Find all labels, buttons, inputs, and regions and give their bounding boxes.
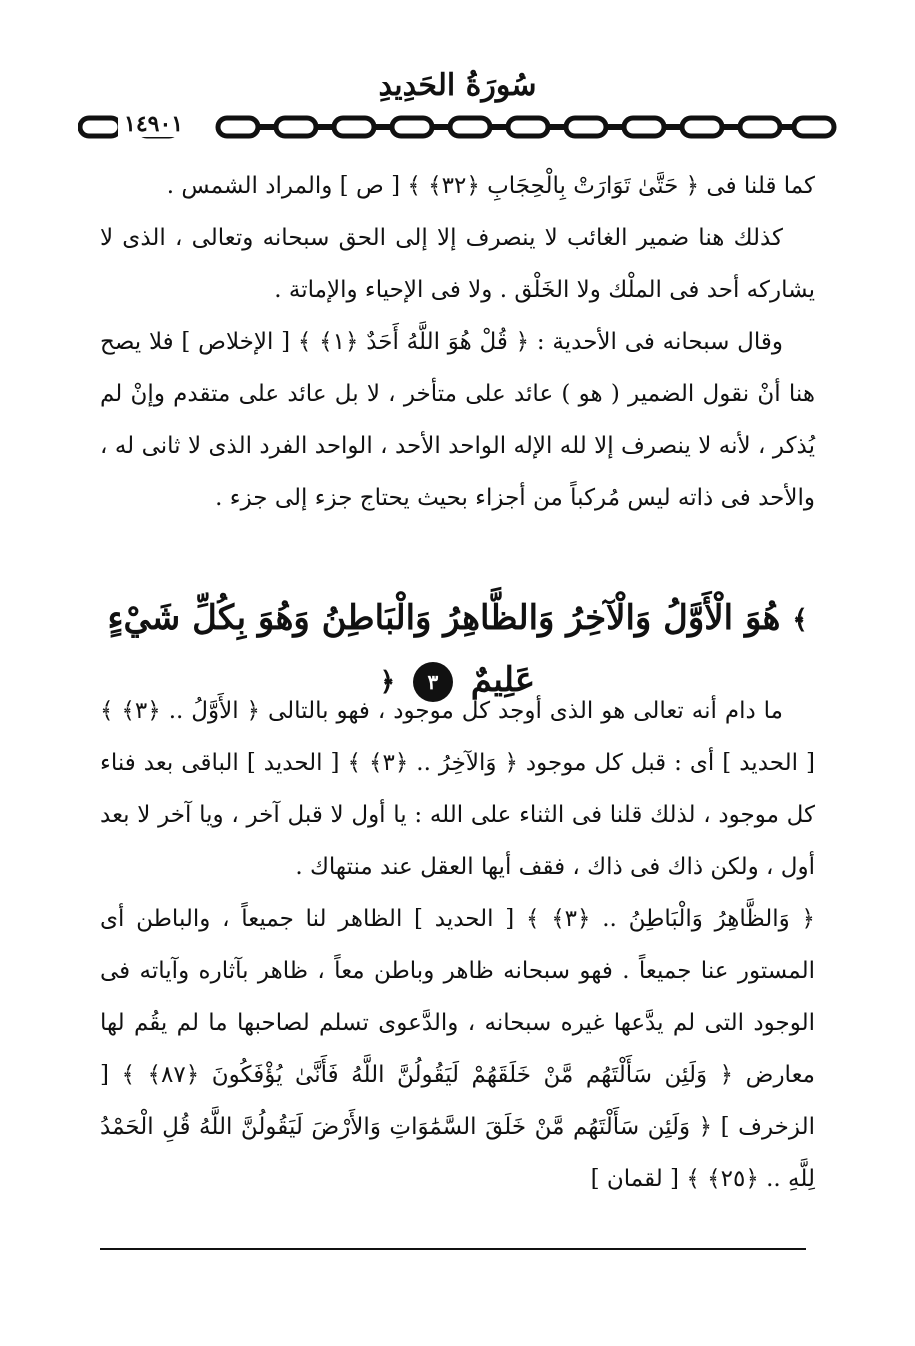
- text-block-top: [100, 160, 815, 524]
- paragraph: وقال سبحانه فى الأحدية : ﴿ قُلْ هُوَ اللَّهُ أَحَدٌ ﴿١﴾ ﴾ [ الإخلاص ] فلا يصح هنا أنْ نقول الضمير ( هو ) عائد على متأخر ، لا بل عائد على متقدم وإنْ لم يُذكر ، لأنه لا ينصرف إلا لله الإله الواحد الأحد ، الواحد الفرد الذى لا ثانى له ، والأحد فى ذاته ليس مُركباً من أجزاء بحيث يحتاج جزء إلى جزء .: [100, 329, 815, 511]
- verse-bracket-icon: ﴿: [379, 667, 396, 697]
- text-block-bottom: [100, 685, 815, 1205]
- verse-number: ٣: [413, 662, 453, 702]
- footer-rule: [100, 1248, 806, 1250]
- sura-title: سُورَةُ الحَدِيدِ: [378, 68, 537, 103]
- verse-bracket-icon: ﴾: [792, 605, 808, 635]
- chain-ornament: [78, 113, 838, 141]
- paragraph: كما قلنا فى ﴿ حَتَّىٰ تَوَارَتْ بِالْحِجَابِ ﴿٣٢﴾ ﴾ [ ص ] والمراد الشمس .: [166, 173, 815, 199]
- paragraph: كذلك هنا ضمير الغائب لا ينصرف إلا إلى الحق سبحانه وتعالى ، الذى لا يشاركه أحد فى الملْك ولا الخَلْق . ولا فى الإحياء والإماتة .: [100, 225, 815, 303]
- verse-text: هُوَ الْأَوَّلُ وَالْآخِرُ وَالظَّاهِرُ وَالْبَاطِنُ وَهُوَ بِكُلِّ شَيْءٍ عَلِيمٌ: [107, 598, 781, 700]
- paragraph: ما دام أنه تعالى هو الذى أوجد كل موجود ، فهو بالتالى ﴿ الأَوَّلُ .. ﴿٣﴾ ﴾ [ الحديد ] أى : قبل كل موجود ﴿ وَالآخِرُ .. ﴿٣﴾ ﴾ [ الحديد ] الباقى بعد فناء كل موجود ، لذلك قلنا فى الثناء على الله : يا أول لا قبل آخر ، ويا آخر لا بعد أول ، ولكن ذاك فى ذاك ، فقف أيها العقل عند منتهاك .: [100, 698, 815, 880]
- paragraph: ﴿ وَالظَّاهِرُ وَالْبَاطِنُ .. ﴿٣﴾ ﴾ [ الحديد ] الظاهر لنا جميعاً ، والباطن أى المستور عنا جميعاً . فهو سبحانه ظاهر وباطن معاً ، ظاهر بآثاره وآياته فى الوجود التى لم يدَّعها غيره سبحانه ، والدَّعوى تسلم لصاحبها ما لم يقُم لها معارض ﴿ وَلَئِن سَأَلْتَهُم مَّنْ خَلَقَهُمْ لَيَقُولُنَّ اللَّهُ فَأَنَّىٰ يُؤْفَكُونَ ﴿٨٧﴾ ﴾ [ الزخرف ] ﴿ وَلَئِن سَأَلْتَهُم مَّنْ خَلَقَ السَّمَٰوَاتِ وَالأَرْضَ لَيَقُولُنَّ اللَّهُ قُلِ الْحَمْدُ لِلَّهِ .. ﴿٢٥﴾ ﴾ [ لقمان ]: [100, 906, 815, 1192]
- page-number: ١٤٩٠١: [118, 111, 189, 137]
